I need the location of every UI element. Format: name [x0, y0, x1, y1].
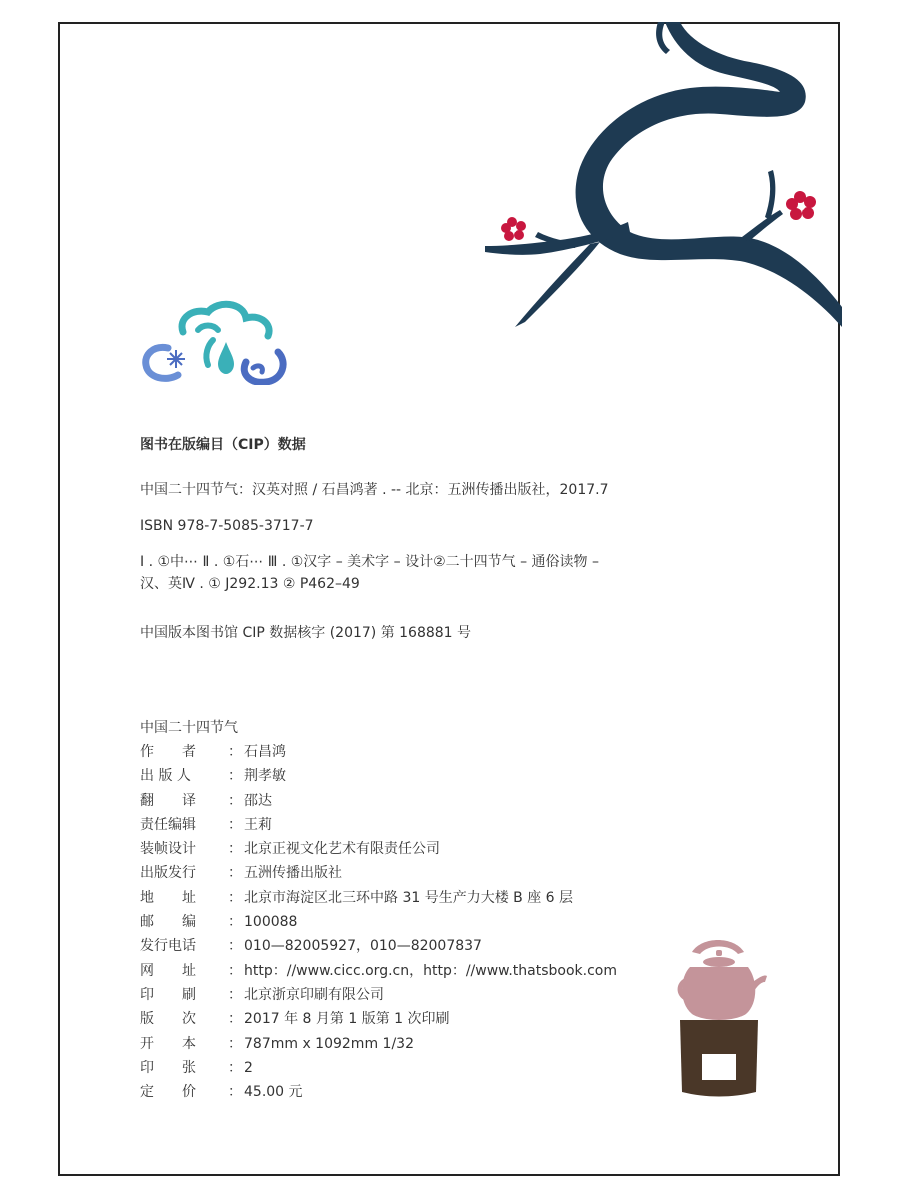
- info-row: [140, 959, 740, 983]
- info-label: 出 版 人: [140, 768, 191, 785]
- info-value: 五洲传播出版社: [244, 865, 342, 882]
- info-value: 北京市海淀区北三环中路 31 号生产力大楼 B 座 6 层: [244, 889, 574, 906]
- info-label: 邮 编: [140, 914, 196, 931]
- info-row: [140, 861, 740, 885]
- info-row: [140, 1032, 740, 1056]
- plum-blossom-icon: [786, 191, 816, 220]
- info-value: 45.00 元: [244, 1084, 303, 1101]
- info-value: 2017 年 8 月第 1 版第 1 次印刷: [244, 1011, 450, 1028]
- info-colon: ：: [228, 914, 242, 931]
- cip-classification-line-1: Ⅰ . ①中⋯ Ⅱ . ①石⋯ Ⅲ . ①汉字 – 美术字 – 设计②二十四节气 – 通俗读物 –: [140, 554, 599, 570]
- info-row: [140, 1007, 740, 1031]
- cip-classification-line-2: 汉、英Ⅳ . ① J292.13 ② P462–49: [140, 576, 360, 592]
- info-value: 荆孝敏: [244, 768, 286, 785]
- info-value: 010—82005927，010—82007837: [244, 938, 482, 955]
- book-title: 中国二十四节气: [140, 720, 238, 736]
- cloud-snow-rain-logo-icon: [138, 300, 288, 385]
- info-colon: ：: [228, 938, 242, 955]
- info-row: [140, 837, 740, 861]
- info-row: [140, 764, 740, 788]
- info-colon: ：: [228, 768, 242, 785]
- info-label: 责任编辑: [140, 816, 196, 833]
- info-row: [140, 1080, 740, 1104]
- info-colon: ：: [228, 889, 242, 906]
- cip-isbn: ISBN 978-7-5085-3717-7: [140, 518, 314, 534]
- info-label: 翻 译: [140, 792, 196, 809]
- info-value: 北京正视文化艺术有限责任公司: [244, 841, 440, 858]
- info-colon: ：: [228, 1084, 242, 1101]
- info-value: 石昌鸿: [244, 744, 286, 760]
- info-value: 邵达: [244, 792, 272, 809]
- book-info-section: [140, 716, 740, 1104]
- info-value: http：//www.cicc.org.cn，http：//www.thatsbook.com: [244, 962, 617, 979]
- info-colon: ：: [228, 841, 242, 858]
- info-row: [140, 789, 740, 813]
- info-colon: ：: [228, 986, 242, 1003]
- info-label: 版 次: [140, 1011, 196, 1028]
- info-row: [140, 813, 740, 837]
- info-label: 开 本: [140, 1035, 196, 1052]
- teapot-on-stove-icon: [672, 932, 767, 1097]
- info-colon: ：: [228, 1035, 242, 1052]
- cip-classification: [140, 551, 740, 595]
- cip-bibliographic: 中国二十四节气：汉英对照 / 石昌鸿著 . -- 北京：五洲传播出版社，2017.7: [140, 482, 609, 498]
- cip-data-section: [140, 434, 740, 658]
- info-colon: ：: [228, 816, 242, 833]
- info-label: 印 刷: [140, 986, 196, 1003]
- info-value: 100088: [244, 914, 298, 931]
- info-colon: ：: [228, 865, 242, 882]
- info-colon: ：: [228, 792, 242, 809]
- info-colon: ：: [228, 744, 242, 760]
- info-colon: ：: [228, 1059, 242, 1076]
- info-row: [140, 983, 740, 1007]
- info-value: 2: [244, 1059, 253, 1076]
- info-label: 作 者: [140, 744, 196, 760]
- info-row: [140, 886, 740, 910]
- info-value: 787mm x 1092mm 1/32: [244, 1035, 414, 1052]
- info-label: 出版发行: [140, 865, 196, 882]
- info-value: 王莉: [244, 816, 272, 833]
- cip-title: 图书在版编目（CIP）数据: [140, 437, 306, 453]
- info-label: 地 址: [140, 889, 196, 906]
- info-label: 印 张: [140, 1059, 196, 1076]
- info-label: 发行电话: [140, 938, 196, 955]
- info-label: 网 址: [140, 962, 196, 979]
- cip-record-number: 中国版本图书馆 CIP 数据核字 (2017) 第 168881 号: [140, 625, 472, 641]
- info-row: [140, 1056, 740, 1080]
- info-row: [140, 740, 740, 764]
- info-value: 北京浙京印刷有限公司: [244, 986, 384, 1003]
- info-colon: ：: [228, 962, 242, 979]
- info-row: [140, 910, 740, 934]
- info-label: 定 价: [140, 1084, 196, 1101]
- info-label: 装帧设计: [140, 841, 196, 858]
- info-row: [140, 934, 740, 958]
- info-colon: ：: [228, 1011, 242, 1028]
- plum-branch-icon: [480, 22, 842, 342]
- plum-blossom-small-icon: [501, 217, 526, 241]
